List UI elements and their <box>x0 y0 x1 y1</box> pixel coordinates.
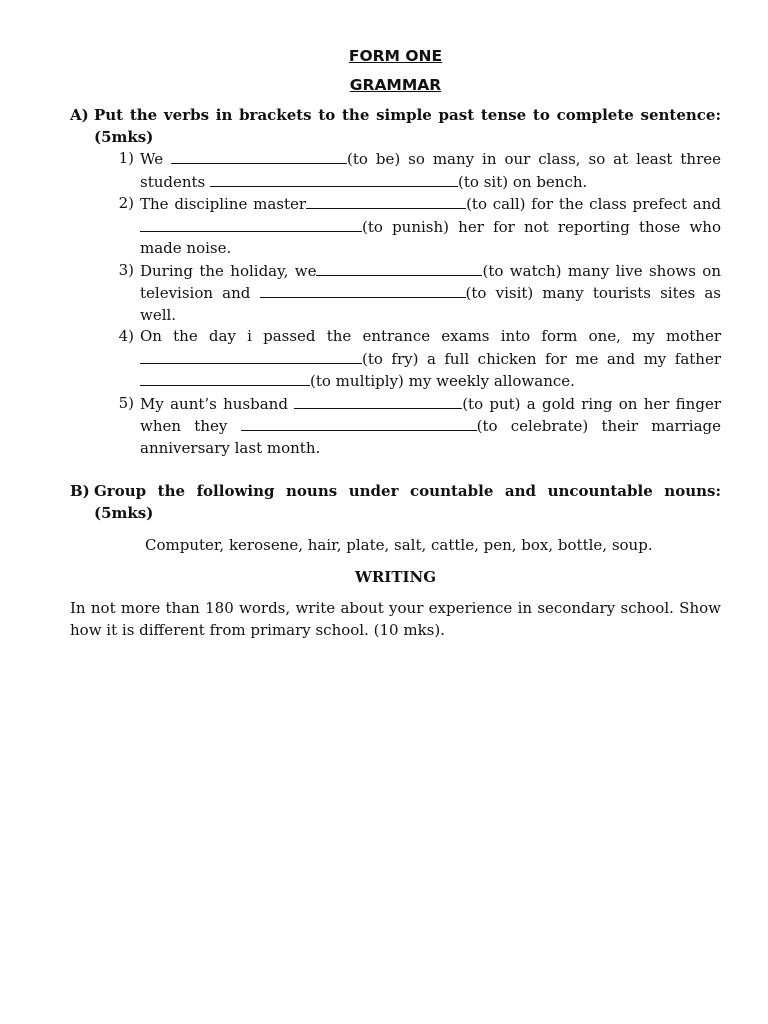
question-part: My aunt’s husband <box>140 394 295 413</box>
answer-blank[interactable] <box>140 216 362 232</box>
question-2 <box>70 193 721 260</box>
question-part: During the holiday, we <box>140 261 317 280</box>
question-part: The discipline master <box>140 195 307 213</box>
question-text <box>140 393 721 460</box>
question-part: (to multiply) my weekly allowance. <box>310 372 575 390</box>
section-b-instruction: Group the following nouns under countable and uncountable nouns: (5mks) <box>94 482 721 522</box>
question-number: 3) <box>118 260 134 279</box>
question-part: (to call) for the class prefect and <box>466 195 721 213</box>
question-1 <box>70 148 721 193</box>
exam-page <box>70 42 721 641</box>
answer-blank[interactable] <box>140 348 362 364</box>
question-text <box>140 260 721 327</box>
answer-blank[interactable] <box>294 393 462 409</box>
section-b-heading <box>70 481 721 524</box>
question-part: (to visit) many tourists sites as well. <box>140 284 721 324</box>
question-text <box>140 193 721 260</box>
noun-list: Computer, kerosene, hair, plate, salt, cattle, pen, box, bottle, soup. <box>145 536 653 554</box>
form-title: FORM ONE <box>348 47 443 65</box>
subject-title: GRAMMAR <box>349 76 442 94</box>
answer-blank[interactable] <box>260 282 466 298</box>
section-b-letter: B) <box>70 482 90 500</box>
question-4 <box>70 326 721 393</box>
question-part: (to sit) on bench. <box>458 172 588 191</box>
question-number: 5) <box>118 393 134 412</box>
writing-prompt: In not more than 180 words, write about your experience in secondary school. Show how it is different from primary school. (10 mks). <box>70 599 721 639</box>
answer-blank[interactable] <box>316 260 482 276</box>
question-5 <box>70 393 721 460</box>
section-a-heading <box>70 105 721 148</box>
question-part: We <box>140 150 172 168</box>
section-a-letter: A) <box>70 106 89 124</box>
question-part: (to punish) her for not reporting those who made noise. <box>140 217 721 257</box>
question-part: (to fry) a full chicken for me and my father <box>362 349 721 368</box>
section-a-questions <box>70 148 721 459</box>
question-part: (to put) a gold ring on her finger when they <box>140 394 721 435</box>
question-3 <box>70 260 721 327</box>
question-part: (to celebrate) their marriage anniversary last month. <box>140 417 721 457</box>
answer-blank[interactable] <box>306 193 466 209</box>
question-text <box>140 148 721 193</box>
question-number: 2) <box>118 194 134 212</box>
question-text <box>140 326 721 393</box>
question-part: (to be) so many in our class, so at least three students <box>140 150 721 191</box>
answer-blank[interactable] <box>140 370 310 386</box>
writing-title: WRITING <box>354 567 437 586</box>
question-part: (to watch) many live shows on television and <box>140 261 721 302</box>
answer-blank[interactable] <box>171 148 347 164</box>
answer-blank[interactable] <box>210 171 458 187</box>
answer-blank[interactable] <box>241 415 477 431</box>
section-a-instruction: Put the verbs in brackets to the simple past tense to complete sentence: (5mks) <box>94 106 721 146</box>
question-number: 4) <box>118 327 134 345</box>
question-part: On the day i passed the entrance exams into form one, my mother <box>140 327 721 345</box>
question-number: 1) <box>118 149 134 167</box>
